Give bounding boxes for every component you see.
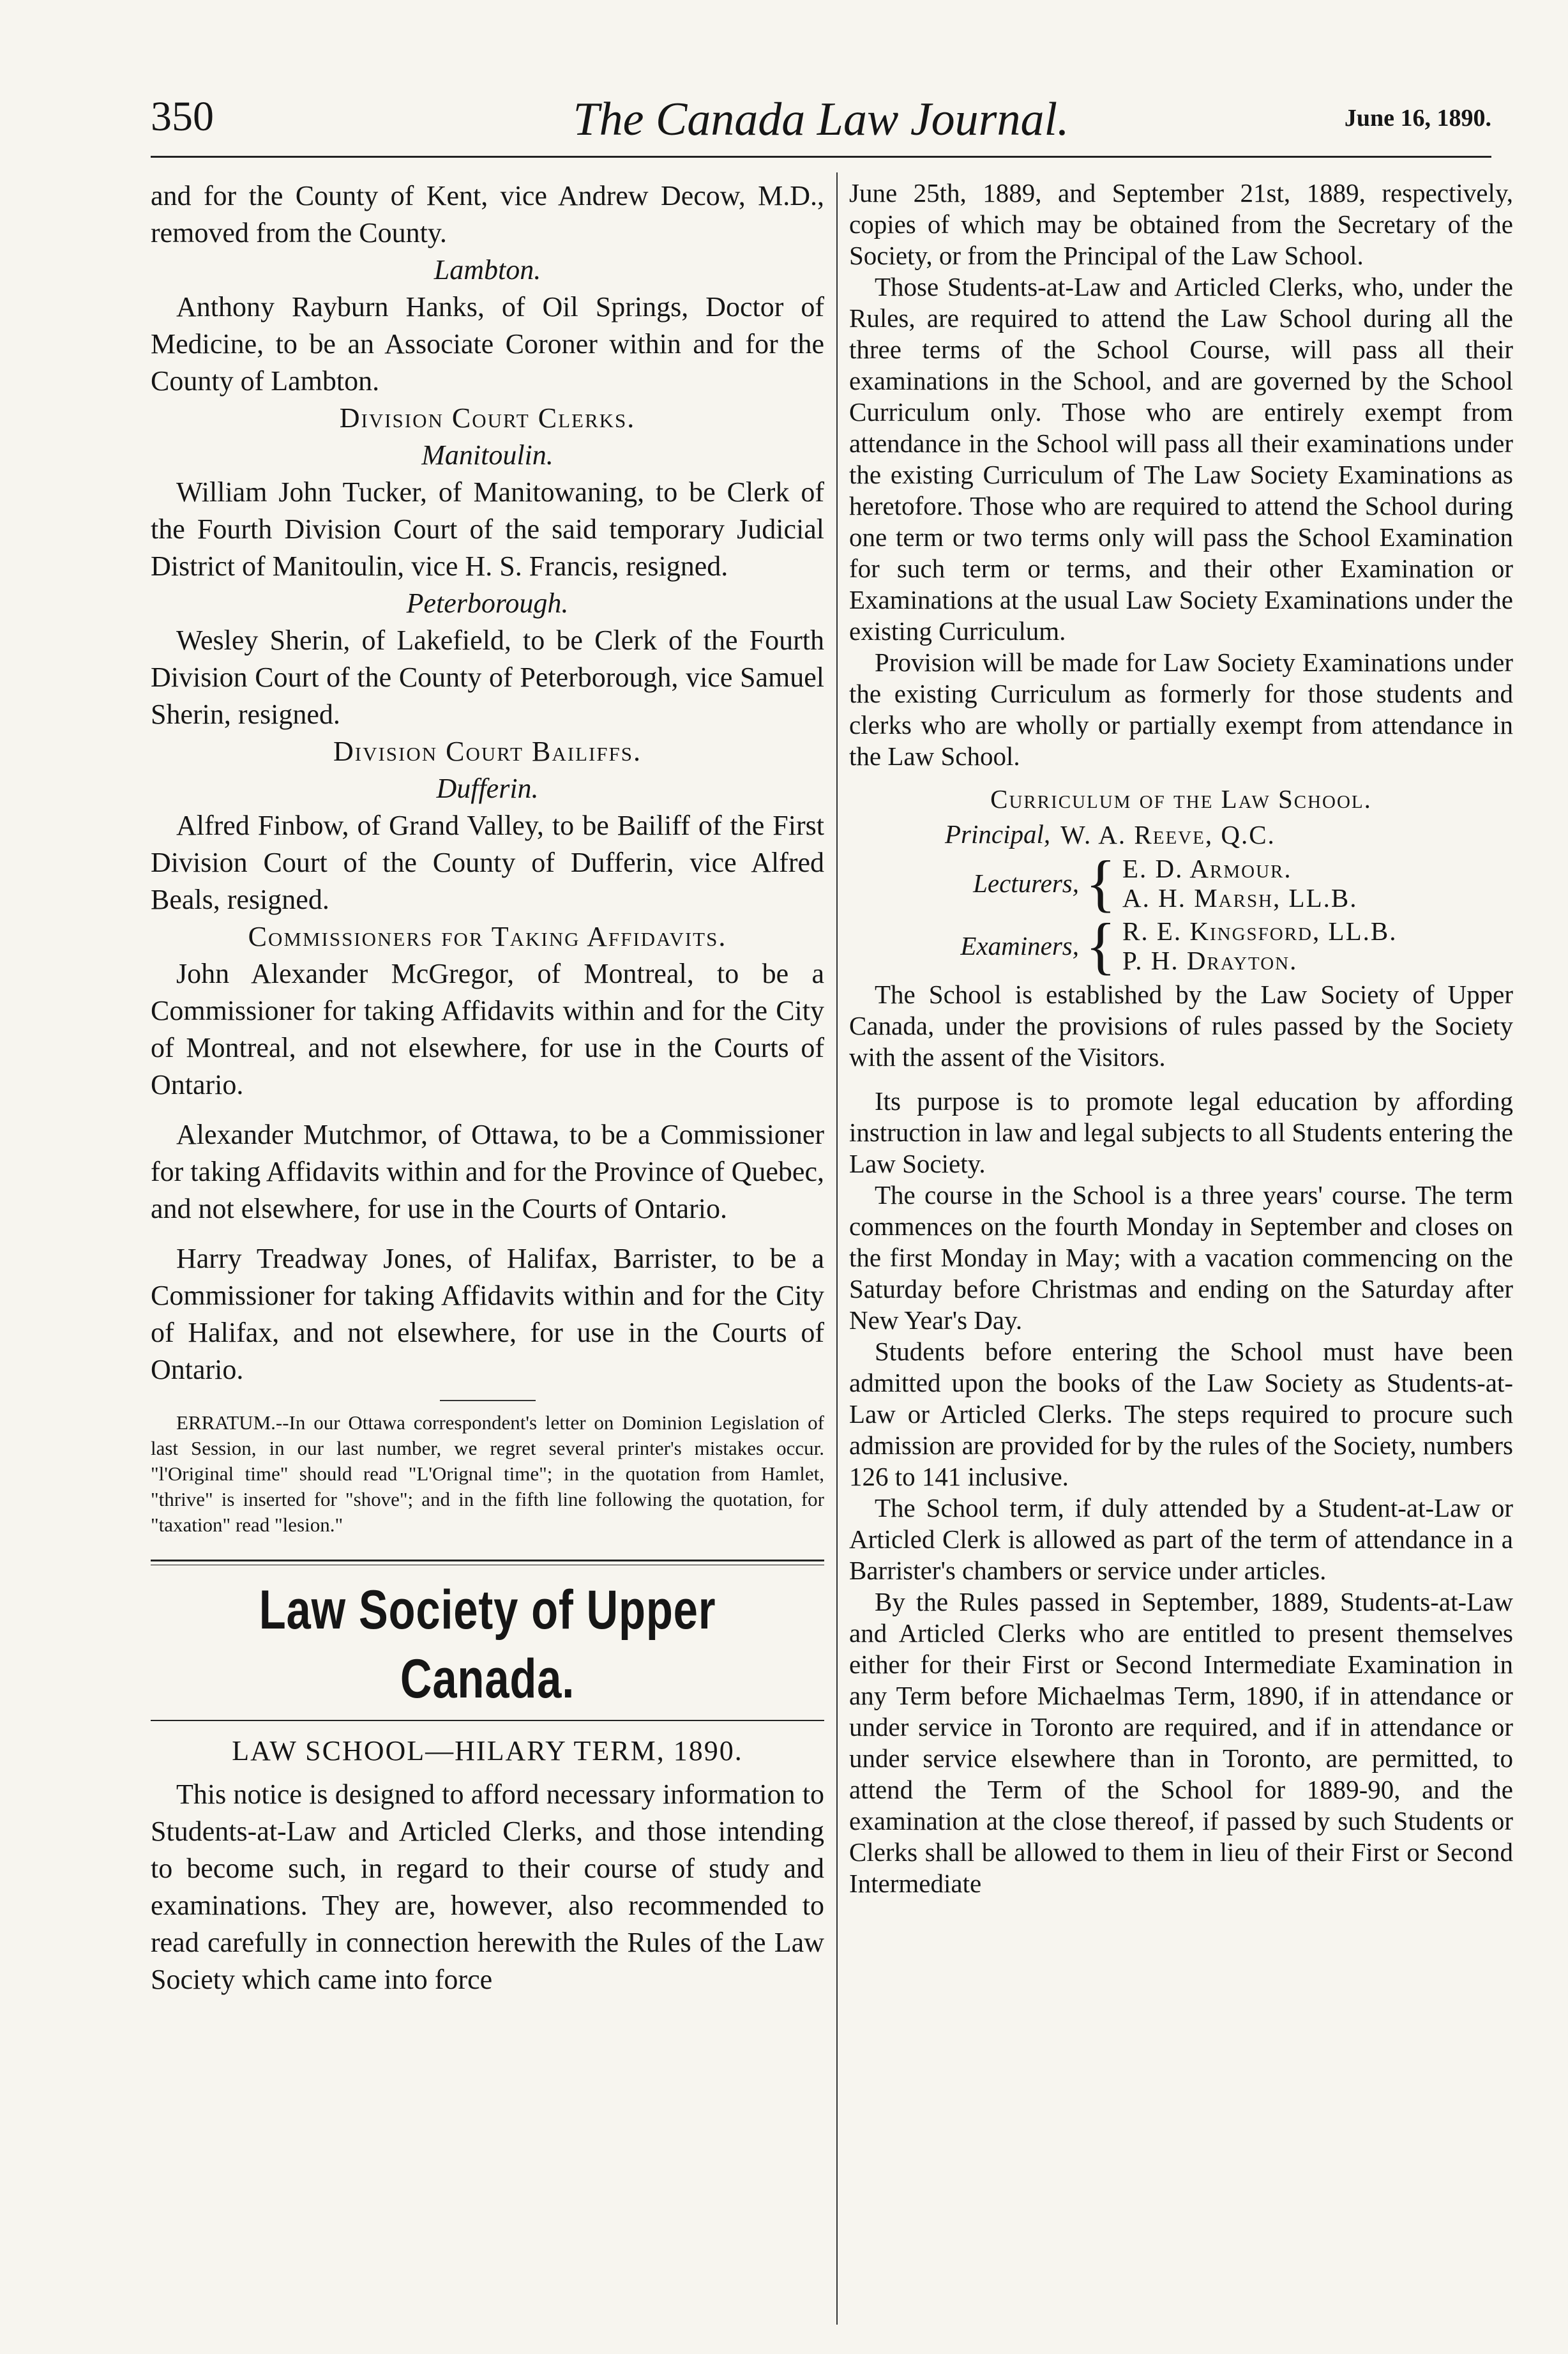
paragraph: The course in the School is a three years' course. The term commences on the fourth Monday in September and closes on the first Monday in May; with a vacation commencing on the Saturday before Christmas and ending on the Saturday after New Year's Day.: [849, 1180, 1513, 1335]
subheading-dufferin: Dufferin.: [436, 773, 539, 804]
double-divider: [151, 1560, 824, 1565]
heading-commissioners: Commissioners for Taking Affidavits.: [248, 921, 727, 952]
paragraph: William John Tucker, of Manitowaning, to be Clerk of the Fourth Division Court of the said temporary Judicial District of Manitoulin, vice H. S. Francis, resigned.: [151, 476, 824, 582]
column-rule: [836, 172, 838, 2325]
lecturers-names: [1122, 854, 1357, 913]
principal-row: [945, 819, 1513, 850]
header-rule: [151, 156, 1491, 158]
paragraph: and for the County of Kent, vice Andrew Decow, M.D., removed from the County.: [151, 180, 824, 248]
heading-division-court-clerks: Division Court Clerks.: [339, 402, 636, 434]
paragraph: Anthony Rayburn Hanks, of Oil Springs, Doctor of Medicine, to be an Associate Coroner within and for the County of Lambton.: [151, 291, 824, 397]
paragraph: Its purpose is to promote legal education by affording instruction in law and legal subjects to all Students entering the Law Society.: [849, 1086, 1513, 1178]
title-rule: [151, 1720, 824, 1721]
staff-list: [945, 819, 1513, 981]
subheading-manitoulin: Manitoulin.: [421, 439, 554, 471]
lecturers-label: Lecturers,: [973, 868, 1079, 898]
paragraph: The School term, if duly attended by a Student-at-Law or Articled Clerk is allowed as part of the term of attendance in a Barrister's chambers or service under articles.: [849, 1493, 1513, 1585]
paragraph: Alexander Mutchmor, of Ottawa, to be a Commissioner for taking Affidavits within and for the Province of Quebec, and not elsewhere, for use in the Courts of Ontario.: [151, 1119, 824, 1224]
examiners-names: [1122, 916, 1397, 975]
examiners-row: [945, 910, 1513, 981]
section-title: Law Society of Upper Canada.: [259, 1579, 716, 1710]
heading-law-school: LAW SCHOOL—HILARY TERM, 1890.: [232, 1735, 743, 1766]
page-header: [151, 93, 1491, 163]
paragraph: June 25th, 1889, and September 21st, 1889, respectively, copies of which may be obtained from the Secretary of the Society, or from the Principal of the Law School.: [849, 178, 1513, 270]
principal-name: W. A. Reeve, Q.C.: [1060, 819, 1276, 849]
short-divider: [440, 1400, 536, 1401]
heading-division-court-bailiffs: Division Court Bailiffs.: [333, 736, 642, 767]
lecturers-row: [945, 847, 1513, 918]
lecturer-name: E. D. Armour.: [1122, 854, 1292, 883]
examiners-label: Examiners,: [960, 930, 1079, 961]
issue-date: June 16, 1890.: [1344, 105, 1491, 132]
brace-icon: {: [1085, 847, 1116, 918]
journal-title: The Canada Law Journal.: [573, 93, 1069, 146]
paragraph: John Alexander McGregor, of Montreal, to be a Commissioner for taking Affidavits within and for the City of Montreal, and not elsewhere, for use in the Courts of Ontario.: [151, 958, 824, 1100]
paragraph: Harry Treadway Jones, of Halifax, Barrister, to be a Commissioner for taking Affidavits within and for the City of Halifax, and not elsewhere, for use in the Courts of Ontario.: [151, 1243, 824, 1385]
page-number: 350: [151, 93, 214, 140]
paragraph: Provision will be made for Law Society Examinations under the existing Curriculum as formerly for those students and clerks who are wholly or partially exempt from attendance in the Law School.: [849, 648, 1513, 771]
paragraph: Alfred Finbow, of Grand Valley, to be Bailiff of the First Division Court of the County of Dufferin, vice Alfred Beals, resigned.: [151, 810, 824, 915]
heading-curriculum: Curriculum of the Law School.: [990, 784, 1372, 814]
paragraph: Wesley Sherin, of Lakefield, to be Clerk of the Fourth Division Court of the County of Peterborough, vice Samuel Sherin, resigned.: [151, 625, 824, 730]
examiner-name: R. E. Kingsford, LL.B.: [1122, 916, 1398, 946]
paragraph: By the Rules passed in September, 1889, Students-at-Law and Articled Clerks who are entitled to present themselves either for their First or Second Intermediate Examination in any Term before Michaelmas Term, 1890, if in attendance or under service in Toronto are required, and if in attendance or under service elsewhere than in Toronto, are permitted, to attend the Term of the School for 1889-90, and the examination at the close thereof, if passed by such Students or Clerks shall be allowed to them in lieu of their First or Second Intermediate: [849, 1587, 1513, 1898]
left-column: [151, 178, 824, 1998]
subheading-lambton: Lambton.: [433, 254, 541, 285]
paragraph: This notice is designed to afford necessary information to Students-at-Law and Articled Clerks, and those intending to become such, in regard to their course of study and examinations. They are, however, also recommended to read carefully in connection herewith the Rules of the Law Society which came into force: [151, 1779, 824, 1995]
paragraph: Those Students-at-Law and Articled Clerks, who, under the Rules, are required to attend the Law School during all the three terms of the School Course, will pass all their examinations in the School, and are governed by the School Curriculum only. Those who are entirely exempt from attendance in the School will pass all their examinations under the existing Curriculum of The Law Society Examinations as heretofore. Those who are required to attend the School during one term or two terms only will pass the School Examination for such term or terms, and their other Examination or Examinations at the usual Law Society Examinations under the existing Curriculum.: [849, 272, 1513, 646]
lecturer-name: A. H. Marsh, LL.B.: [1122, 883, 1358, 913]
right-column: [849, 178, 1513, 1899]
brace-icon: {: [1085, 910, 1116, 981]
examiner-name: P. H. Drayton.: [1122, 946, 1298, 975]
principal-label: Principal,: [945, 819, 1051, 849]
paragraph: Students before entering the School must have been admitted upon the books of the Law Society as Students-at-Law or Articled Clerks. The steps required to procure such admission are provided for by the rules of the Society, numbers 126 to 141 inclusive.: [849, 1337, 1513, 1491]
subheading-peterborough: Peterborough.: [406, 588, 569, 619]
paragraph: The School is established by the Law Society of Upper Canada, under the provisions of rules passed by the Society with the assent of the Visitors.: [849, 980, 1513, 1072]
erratum-note: ERRATUM.--In our Ottawa correspondent's letter on Dominion Legislation of last Session, in our last number, we regret several printer's mistakes occur. "l'Original time" should read "L'Orignal time"; in the quotation from Hamlet, "thrive" is inserted for "shove"; and in the fifth line following the quotation, for "taxation" read "lesion.": [151, 1411, 824, 1536]
